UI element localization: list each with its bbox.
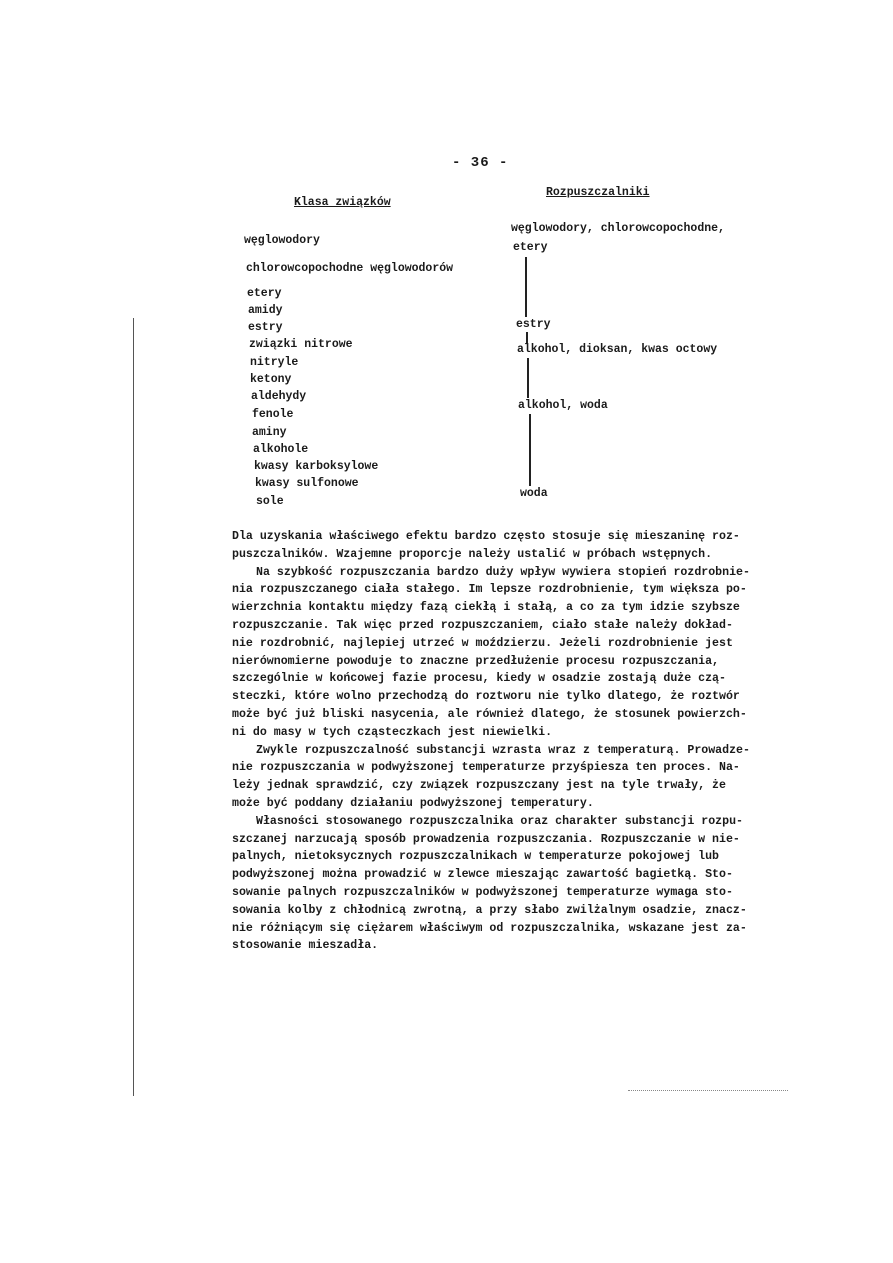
body-paragraphs bbox=[232, 528, 762, 955]
solvent-range-line bbox=[527, 358, 529, 398]
compound-class-item: aldehydy bbox=[251, 390, 307, 403]
text-line: steczki, które wolno przechodzą do roztworu nie tylko dlatego, że roztwór bbox=[232, 690, 740, 704]
text-line: stosowanie mieszadła. bbox=[232, 939, 379, 953]
solvent-item: alkohol, dioksan, kwas octowy bbox=[517, 343, 718, 356]
solvent-item: woda bbox=[520, 487, 548, 500]
text-line: nierównomierne powoduje to znaczne przedłużenie procesu rozpuszczania, bbox=[232, 654, 720, 668]
text-line: nia rozpuszczanego ciała stałego. Im lepsze rozdrobnienie, tym większa po- bbox=[232, 583, 747, 597]
text-line: Własności stosowanego rozpuszczalnika oraz charakter substancji rozpu- bbox=[256, 814, 744, 828]
header-compound-class: Klasa związków bbox=[294, 196, 391, 209]
compound-class-item: estry bbox=[248, 321, 283, 334]
compound-class-item: ketony bbox=[250, 373, 292, 386]
solvent-item: węglowodory, chlorowcopochodne, bbox=[511, 222, 725, 235]
compound-class-item: związki nitrowe bbox=[249, 338, 353, 351]
text-line: Na szybkość rozpuszczania bardzo duży wpływ wywiera stopień rozdrobnie- bbox=[256, 565, 750, 579]
page-binding-line bbox=[133, 318, 134, 1096]
text-line: wierzchnia kontaktu między fazą ciekłą i stałą, a co za tym idzie szybsze bbox=[232, 601, 740, 615]
text-line: nie różniącym się ciężarem właściwym od rozpuszczalnika, wskazane jest za- bbox=[232, 921, 747, 935]
text-line: sowanie palnych rozpuszczalników w podwyższonej temperaturze wymaga sto- bbox=[232, 885, 733, 899]
compound-class-item: amidy bbox=[248, 304, 283, 317]
text-line: ni do masy w tych cząsteczkach jest niewielki. bbox=[232, 725, 553, 739]
solvent-range-line bbox=[525, 257, 527, 317]
compound-class-item: kwasy sulfonowe bbox=[255, 477, 359, 490]
solvent-item: estry bbox=[516, 318, 551, 331]
text-line: rozpuszczanie. Tak więc przed rozpuszczaniem, ciało stałe należy dokład- bbox=[232, 618, 733, 632]
text-line: szczanej narzucają sposób prowadzenia rozpuszczania. Rozpuszczanie w nie- bbox=[232, 832, 740, 846]
page-number: - 36 - bbox=[452, 155, 509, 171]
text-line: puszczalników. Wzajemne proporcje należy ustalić w próbach wstępnych. bbox=[232, 547, 713, 561]
footer-scan-mark bbox=[628, 1090, 788, 1092]
compound-class-item: alkohole bbox=[253, 443, 309, 456]
compound-class-item: aminy bbox=[252, 426, 287, 439]
compound-class-item: sole bbox=[256, 495, 284, 508]
compound-class-item: chlorowcopochodne węglowodorów bbox=[246, 262, 454, 275]
compound-class-item: kwasy karboksylowe bbox=[254, 460, 379, 473]
text-line: nie rozpuszczania w podwyższonej temperaturze przyśpiesza ten proces. Na- bbox=[232, 761, 740, 775]
text-line: podwyższonej można prowadzić w zlewce mieszając zawartość bagietką. Sto- bbox=[232, 868, 733, 882]
solvent-item: etery bbox=[513, 241, 548, 254]
text-line: Dla uzyskania właściwego efektu bardzo często stosuje się mieszaninę roz- bbox=[232, 530, 740, 543]
text-line: może być poddany działaniu podwyższonej temperatury. bbox=[232, 796, 594, 810]
text-line: palnych, nietoksycznych rozpuszczalnikach w temperaturze pokojowej lub bbox=[232, 850, 720, 864]
compound-class-item: nitryle bbox=[250, 356, 299, 369]
text-line: sowania kolby z chłodnicą zwrotną, a przy słabo zwilżalnym osadzie, znacz- bbox=[232, 903, 747, 917]
solvent-range-line bbox=[529, 414, 531, 486]
text-line: leży jednak sprawdzić, czy związek rozpuszczany jest na tyle trwały, że bbox=[232, 779, 726, 793]
compound-class-item: fenole bbox=[252, 408, 294, 421]
header-solvents: Rozpuszczalniki bbox=[546, 186, 650, 199]
text-line: Zwykle rozpuszczalność substancji wzrasta wraz z temperaturą. Prowadze- bbox=[256, 743, 750, 757]
text-line: szczególnie w końcowej fazie procesu, kiedy w osadzie zostają duże czą- bbox=[232, 672, 726, 686]
compound-class-item: węglowodory bbox=[244, 234, 320, 247]
compound-class-item: etery bbox=[247, 287, 282, 300]
solvent-item: alkohol, woda bbox=[518, 399, 608, 412]
text-line: nie rozdrobnić, najlepiej utrzeć w moździerzu. Jeżeli rozdrobnienie jest bbox=[232, 636, 733, 650]
text-line: może być już bliski nasycenia, ale również dlatego, że stosunek powierzch- bbox=[232, 707, 747, 721]
